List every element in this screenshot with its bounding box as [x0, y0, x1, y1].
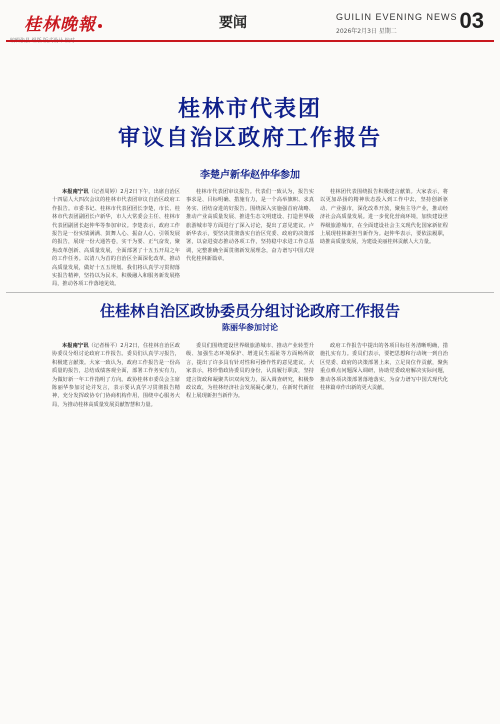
logo-dot-icon: [98, 24, 102, 28]
article-1-lead: 本报南宁讯: [62, 189, 89, 195]
article-2-text-2: 委员们围绕建设世界级旅游城市、推动产业转型升级、加强生态环境保护、增进民生福祉等方面畅所欲言，提出了许多具有针对性和可操作性的意见建议。大家表示，将珍惜政协委员的身份，认真履行职责，坚持建言资政和凝聚共识双向发力，深入调查研究，积极参政议政，为桂林经济社会发展凝心聚力，在新时代新征程上展现新担当新作为。: [186, 343, 314, 400]
article-1-text-3: 桂林团代表围绕报告积极建言献策。大家表示，将以更加昂扬的精神状态投入到工作中去，坚持创新驱动、产业强市，深化改革开放，聚焦主导产业，推动经济社会高质量发展。进一步优化营商环境，加快建设世界级旅游城市，在全面建设社会主义现代化国家新征程上展现桂林新担当新作为。赵仲华表示，要依法履职，助推高质量发展，为建设美丽桂林贡献人大力量。: [320, 189, 448, 246]
article-2-text-1: （记者杨平）2月2日，住桂林自治区政协委员分组讨论政府工作报告。委员们认真学习报告，积极建言献策。大家一致认为，政府工作报告是一份高质量的报告，总结成绩客观全面，部署工作务实有力，为做好新一年工作指明了方向。政协桂林市委员会主席陈丽华参加讨论并发言，表示要认真学习贯彻报告精神，充分发挥政协专门协商机构作用，围绕中心服务大局，为推动桂林高质量发展贡献智慧和力量。: [52, 343, 180, 408]
article-2-column-1: [52, 342, 180, 582]
article-2-text-3: 政府工作报告中提出的各项目标任务清晰明确，措施扎实有力。委员们表示，要把思想和行动统一到自治区党委、政府的决策部署上来，立足岗位作贡献，聚焦重点难点问题深入调研，协助党委政府解决实际问题，推动各项决策部署落地落实，为奋力谱写中国式现代化桂林篇章作出新的更大贡献。: [320, 343, 448, 392]
article-2-lead: 本报南宁讯: [62, 343, 89, 349]
article-1-text-2: 桂林市代表团审议报告。代表们一致认为，报告实事求是、目标明确、措施有力，是一个高举旗帜、求真务实、团结奋进的好报告。围绕深入实施强首府战略、推动产业高质量发展、推进生态文明建设、打造世界级旅游城市等方面进行了深入讨论，提出了意见建议。卢新华表示，要坚决贯彻落实自治区党委、政府的决策部署，以奋进姿态推动各项工作，坚持稳中求进工作总基调，完整准确全面贯彻新发展理念，奋力谱写中国式现代化桂林新篇章。: [186, 189, 314, 263]
article-1-text-1: （记者周婷）2月2日下午，出席自治区十四届人大四次会议的桂林市代表团审议自治区政府工作报告。市委书记、桂林市代表团团长李楚，市长、桂林市代表团副团长卢新华，市人大常委会主任、桂林市代表团副团长赵仲华等参加审议。李楚表示，政府工作报告是一份实绩满满、鼓舞人心、振奋人心、引领发展的报告，展现一份大通答卷，实干为要、正气奋发，聚焦改革创新、高质量发展，全面部署了十五五开局之年的工作任务。以清八为首的自治区全面深化改革，推动高质量发展，做好十五五规划。我们将认真学习贯彻落实报告精神，坚持以为民本，积极融入和服务新发展格局，推动各项工作落地见效。: [52, 189, 180, 288]
headline-1-line-2: 审议自治区政府工作报告: [117, 126, 382, 151]
subheadline-2: 陈丽华参加讨论: [222, 323, 278, 332]
article-2-column-2: [186, 342, 314, 582]
masthead: [6, 4, 494, 40]
page-number: 03: [459, 8, 484, 33]
article-2-column-3: [320, 342, 448, 582]
masthead-rule: [6, 40, 494, 42]
article-1-column-1: [52, 188, 180, 288]
logo-text: 桂林晚報: [24, 15, 96, 35]
article-1-column-3: [320, 188, 448, 288]
section-tag: 要闻: [219, 15, 247, 31]
article-divider: [6, 292, 494, 293]
article-1-column-2: [186, 188, 314, 288]
paper-name: GUILIN EVENING NEWS: [336, 12, 458, 22]
issue-date: 2026年2月3日 星期二: [336, 28, 397, 35]
headline-2: 住桂林自治区政协委员分组讨论政府工作报告: [99, 302, 400, 320]
newspaper-logo: [24, 10, 104, 35]
subheadline-1: 李楚卢新华赵仲华参加: [200, 170, 300, 181]
headline-1-line-1: 桂林市代表团: [177, 97, 322, 122]
